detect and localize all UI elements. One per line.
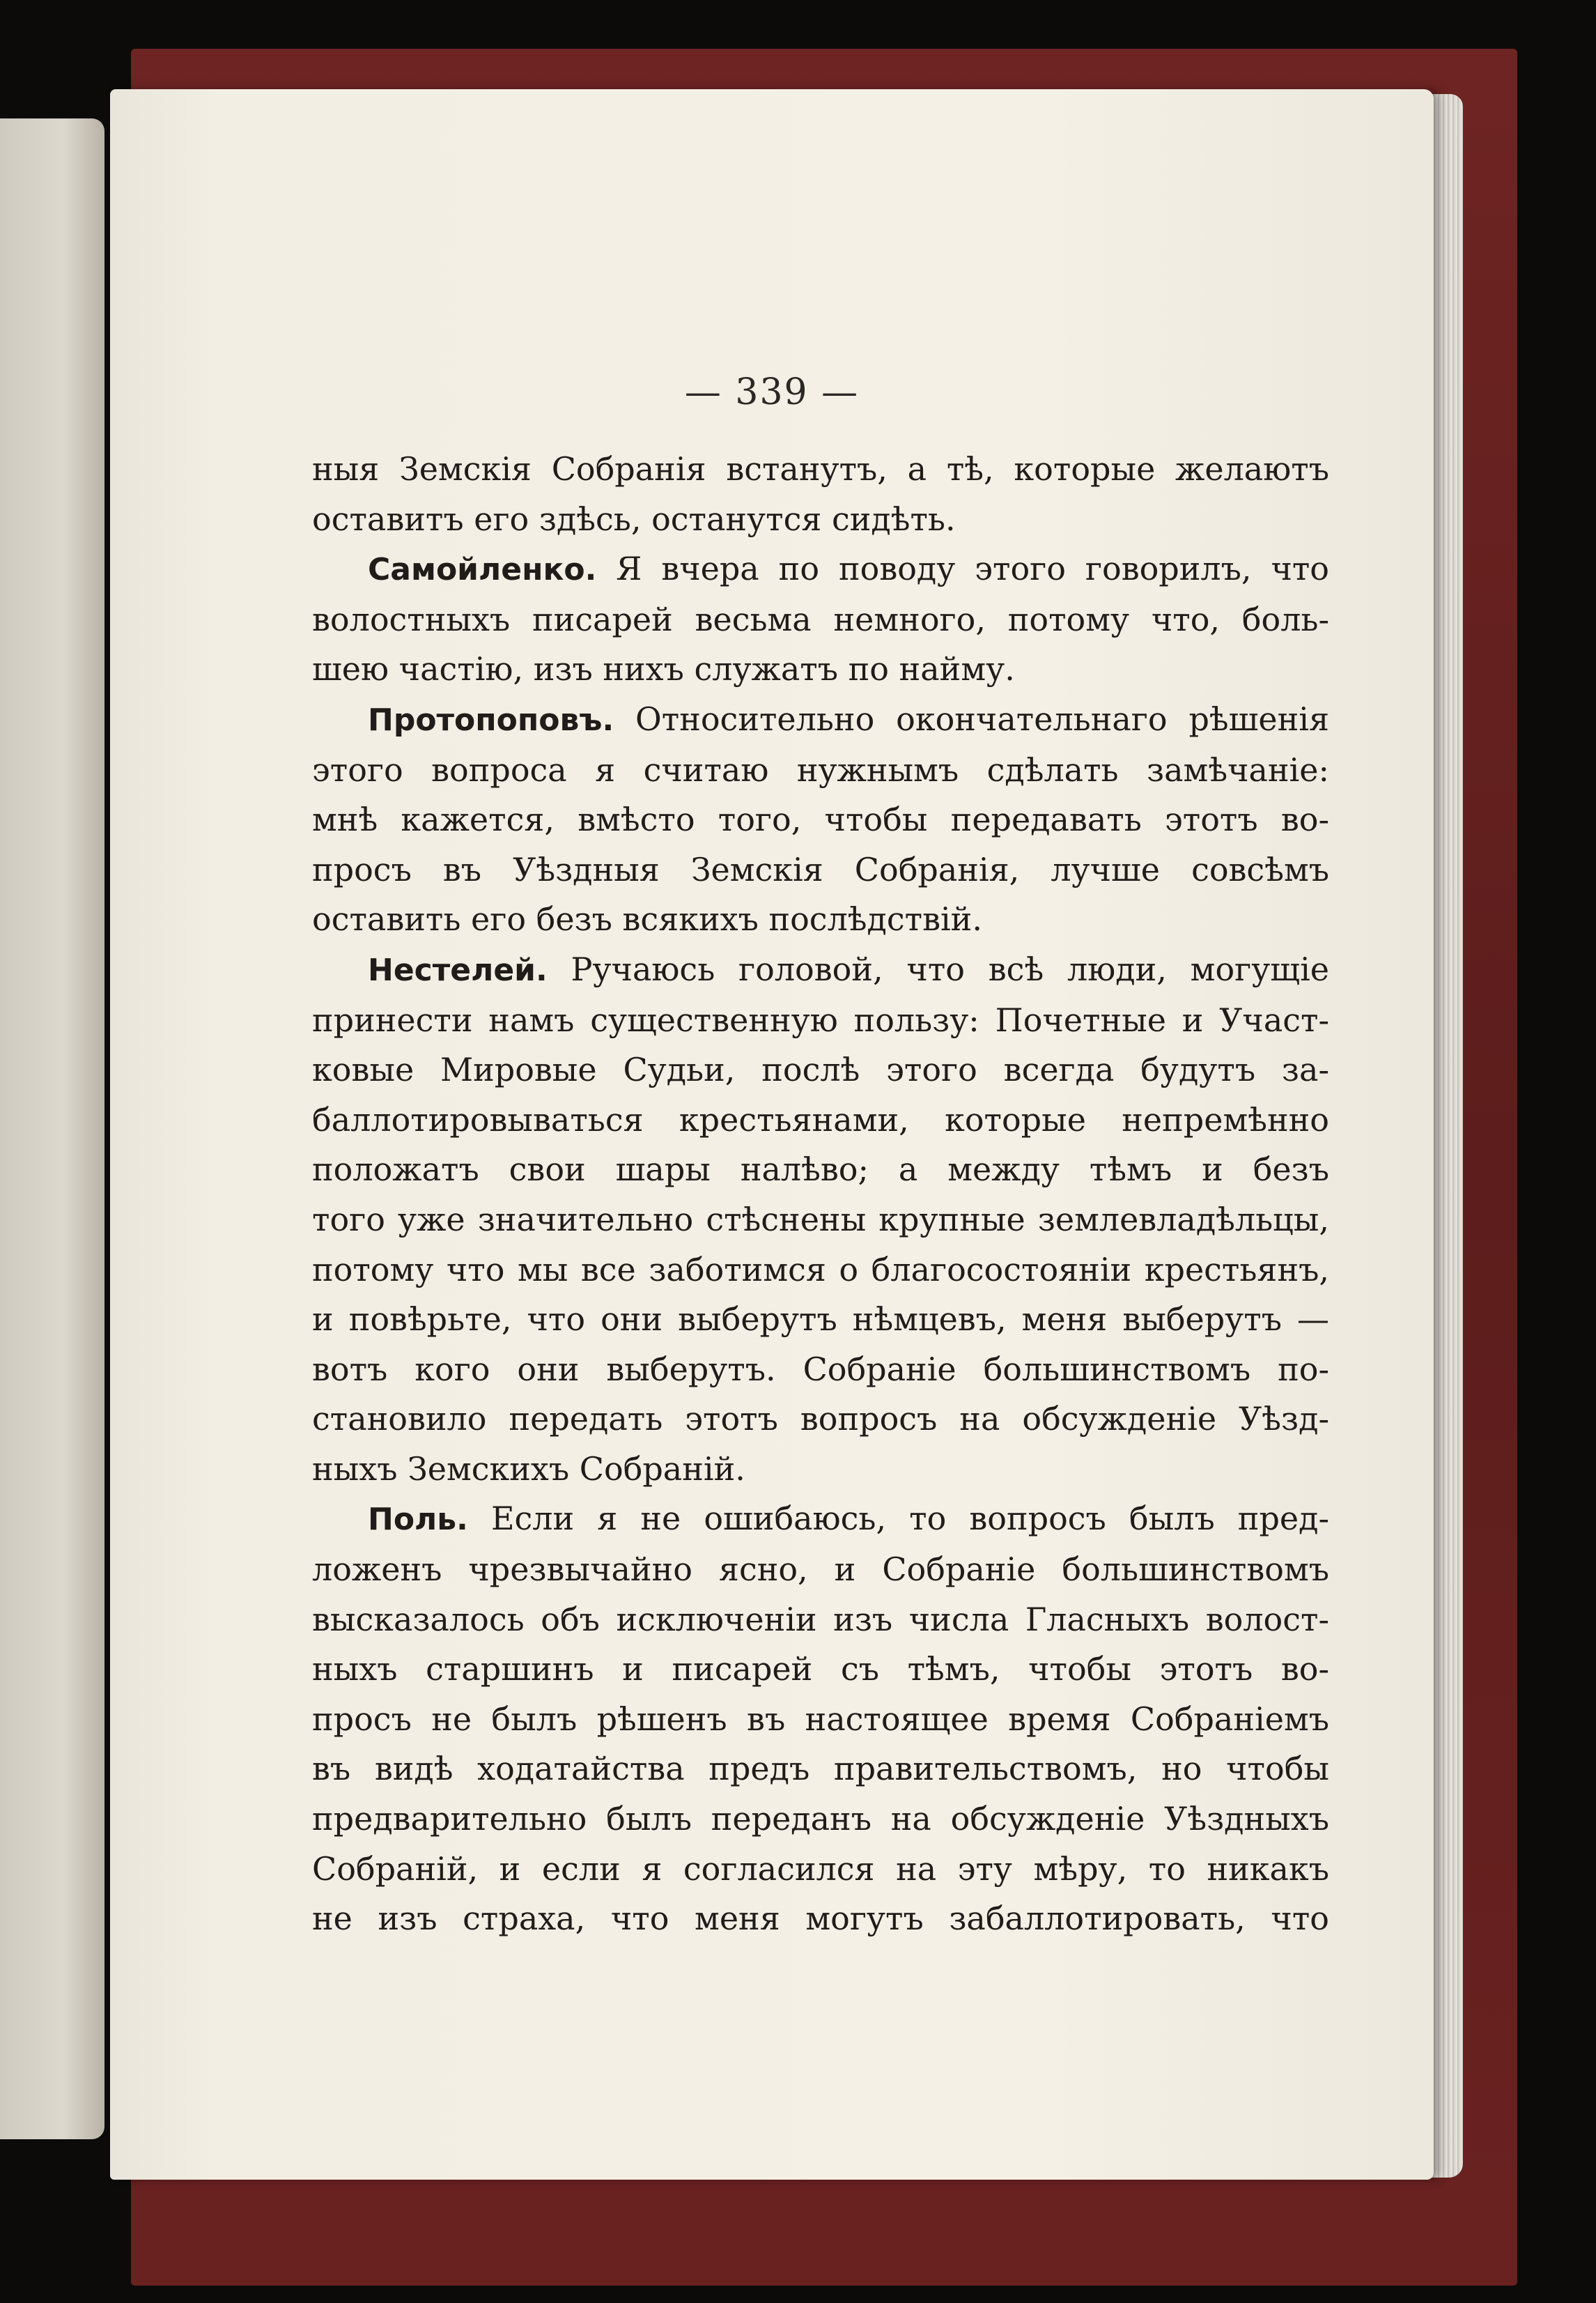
text-line: Собраній, и если я согласился на эту мѣру, то никакъ <box>312 1849 1329 1888</box>
paragraph-start <box>312 544 1329 595</box>
text-line: вотъ кого они выберутъ. Собраніе большинствомъ по- <box>312 1350 1329 1388</box>
text-line: баллотировываться крестьянами, которые непремѣнно <box>312 1100 1329 1139</box>
paragraph-start <box>312 1494 1329 1545</box>
text-line: просъ не былъ рѣшенъ въ настоящее время Собраніемъ <box>312 1700 1329 1738</box>
speaker-name: Нестелей. <box>368 952 548 988</box>
page-text <box>312 445 1329 1944</box>
text-line: предварительно былъ переданъ на обсужденіе Уѣздныхъ <box>312 1800 1329 1838</box>
text-line: оставить его безъ всякихъ послѣдствій. <box>312 900 982 939</box>
text-line: становило передать этотъ вопросъ на обсужденіе Уѣзд- <box>312 1400 1329 1438</box>
text-line: просъ въ Уѣздныя Земскія Собранія, лучше совсѣмъ <box>312 850 1329 888</box>
text-line: мнѣ кажется, вмѣсто того, чтобы передавать этотъ во- <box>312 801 1329 839</box>
text-line: этого вопроса я считаю нужнымъ сдѣлать замѣчаніе: <box>312 750 1329 789</box>
paragraph-start <box>312 695 1329 746</box>
paragraph-start <box>312 945 1329 996</box>
speaker-name: Поль. <box>368 1502 468 1538</box>
text-line: волостныхъ писарей весьма немного, потому что, боль- <box>312 600 1329 638</box>
text-line: ныя Земскія Собранія встанутъ, а тѣ, которые желаютъ <box>312 450 1329 488</box>
book-page <box>110 89 1434 2180</box>
text-line: высказалось объ исключеніи изъ числа Гласныхъ волост- <box>312 1600 1329 1638</box>
text-line: положатъ свои шары налѣво; а между тѣмъ и безъ <box>312 1150 1329 1189</box>
text-line: Я вчера по поводу этого говорилъ, что <box>616 550 1329 588</box>
text-line: Относительно окончательнаго рѣшенія <box>635 700 1330 738</box>
text-line: ложенъ чрезвычайно ясно, и Собраніе большинствомъ <box>312 1550 1329 1589</box>
text-line: ковые Мировые Судьи, послѣ этого всегда будутъ за- <box>312 1051 1329 1089</box>
text-line: шею частію, изъ нихъ служатъ по найму. <box>312 650 1015 688</box>
speaker-name: Самойленко. <box>368 552 597 588</box>
text-line: принести намъ существенную пользу: Почетные и Участ- <box>312 1001 1329 1039</box>
text-line: ныхъ Земскихъ Собраній. <box>312 1449 745 1488</box>
text-line: того уже значительно стѣснены крупные землевладѣльцы, <box>312 1200 1329 1238</box>
text-line: ныхъ старшинъ и писарей съ тѣмъ, чтобы этотъ во- <box>312 1650 1329 1688</box>
text-line: не изъ страха, что меня могутъ забаллотировать, что <box>312 1900 1329 1938</box>
text-line: и повѣрьте, что они выберутъ нѣмцевъ, меня выберутъ — <box>312 1300 1329 1339</box>
text-line: потому что мы все заботимся о благосостояніи крестьянъ, <box>312 1250 1329 1288</box>
speaker-name: Протопоповъ. <box>368 702 614 738</box>
text-line: Ручаюсь головой, что всѣ люди, могущіе <box>571 950 1330 988</box>
text-line: Если я не ошибаюсь, то вопросъ былъ пред- <box>490 1500 1330 1538</box>
text-line: въ видѣ ходатайства предъ правительствомъ, но чтобы <box>312 1750 1329 1788</box>
text-line: оставитъ его здѣсь, останутся сидѣть. <box>312 500 956 538</box>
facing-page-edge <box>0 118 104 2139</box>
page-number: — 339 — <box>684 371 860 413</box>
